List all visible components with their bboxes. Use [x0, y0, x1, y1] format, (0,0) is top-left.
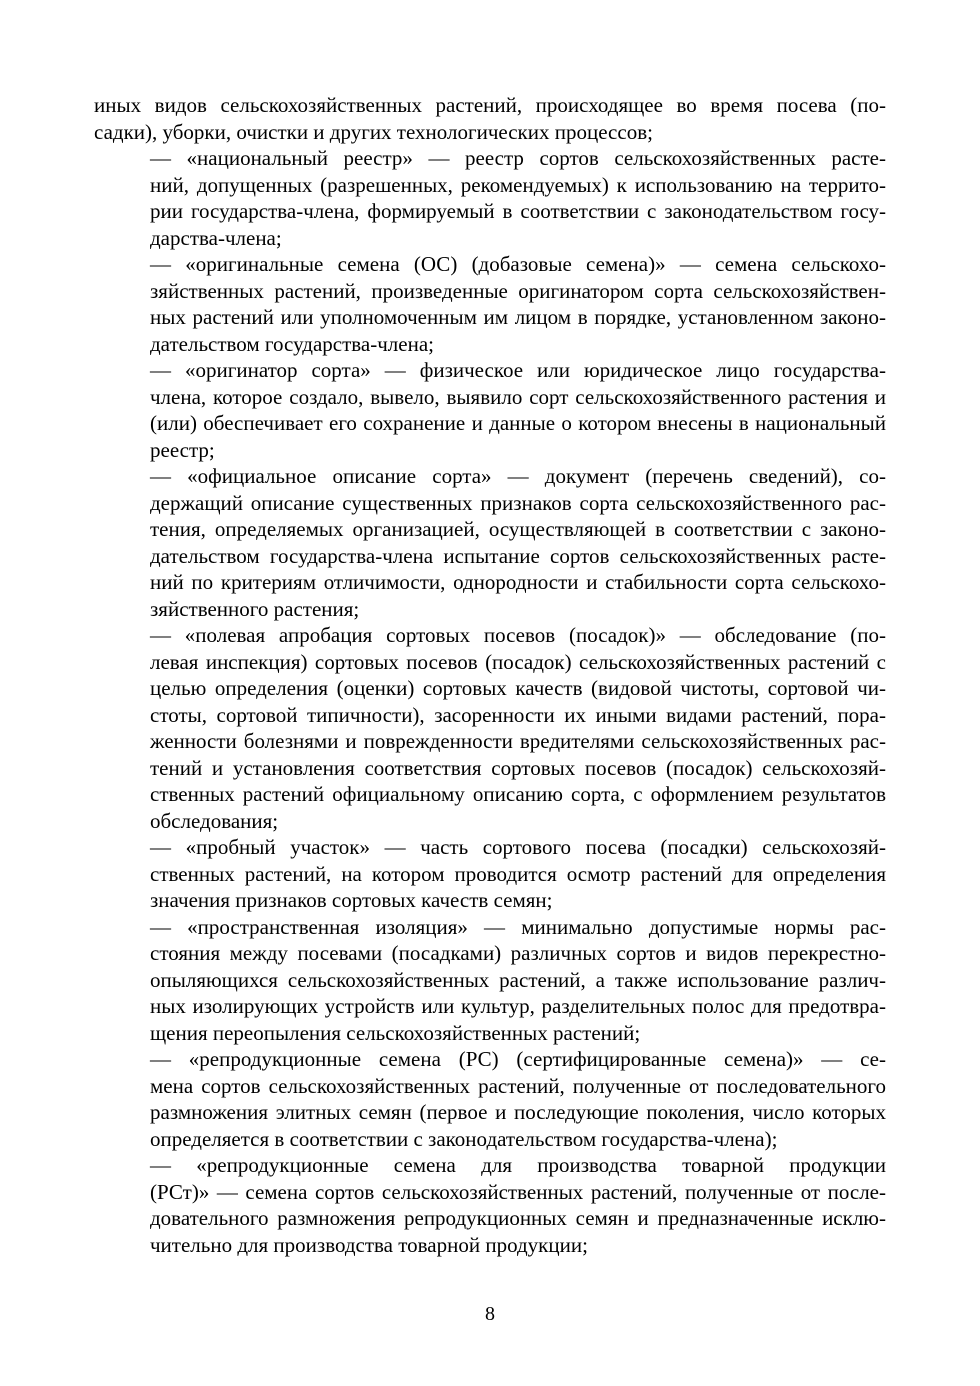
- paragraph-line: — «официальное описание сорта» — документ (перечень сведений), со-: [150, 464, 886, 488]
- paragraph: [94, 834, 886, 914]
- paragraph-line: — «полевая апробация сортовых посевов (посадок)» — обследование (по-: [150, 623, 886, 647]
- paragraph-line: иных видов сельскохозяйственных растений, происходящее во время посева (по-: [94, 93, 886, 117]
- paragraph: [94, 145, 886, 251]
- paragraph-line: (или) обеспечивает его сохранение и данные о котором внесены в национальный: [150, 411, 886, 435]
- paragraph-line: дательством государства-члена;: [150, 331, 434, 356]
- paragraph-line: ных растений или уполномоченным им лицом в порядке, установленном законо-: [150, 305, 886, 329]
- page-number: 8: [485, 1303, 495, 1325]
- paragraph-line: ний по критериям отличимости, однородности и стабильности сорта сельскохо-: [150, 570, 886, 594]
- paragraph-line: ний, допущенных (разрешенных, рекомендуемых) к использованию на террито-: [150, 172, 886, 197]
- paragraph-line: мена сортов сельскохозяйственных растений, полученные от последовательного: [150, 1073, 886, 1098]
- paragraph-line: садки), уборки, очистки и других технологических процессов;: [94, 119, 653, 144]
- paragraph: [94, 622, 886, 834]
- paragraph-line: — «пробный участок» — часть сортового посева (посадки) сельскохозяй-: [150, 835, 886, 859]
- paragraph-line: — «оригинатор сорта» — физическое или юридическое лицо государства-: [150, 358, 886, 382]
- paragraph-line: довательного размножения репродукционных семян и предназначенные исклю-: [150, 1206, 886, 1230]
- paragraph-line: члена, которое создало, вывело, выявило сорт сельскохозяйственного растения и: [150, 384, 886, 409]
- paragraph-line: стоты, сортовой типичности), засоренности их иными видами растений, пора-: [150, 702, 886, 727]
- paragraph-line: — «пространственная изоляция» — минимально допустимые нормы рас-: [150, 914, 886, 939]
- paragraph: [94, 463, 886, 622]
- paragraph-line: опыляющихся сельскохозяйственных растений, а также использование различ-: [150, 967, 886, 992]
- paragraph-line: определяется в соответствии с законодательством государства-члена);: [150, 1126, 778, 1151]
- paragraph-line: — «оригинальные семена (ОС) (добазовые семена)» — семена сельскохо-: [150, 252, 886, 276]
- paragraph-line: держащий описание существенных признаков сорта сельскохозяйственного рас-: [150, 490, 886, 515]
- paragraph-line: стояния между посевами (посадками) различных сортов и видов перекрестно-: [150, 941, 886, 965]
- paragraph-line: целью определения (оценки) сортовых качеств (видовой чистоты, сортовой чи-: [150, 676, 886, 700]
- paragraph-line: дательством государства-члена испытание сортов сельскохозяйственных расте-: [150, 543, 886, 568]
- paragraph: [94, 1046, 886, 1152]
- paragraph-line: зяйственных растений, произведенные оригинатором сорта сельскохозяйствен-: [150, 278, 886, 303]
- paragraph-line: зяйственного растения;: [150, 596, 360, 621]
- paragraph-line: — «национальный реестр» — реестр сортов сельскохозяйственных расте-: [150, 146, 886, 170]
- paragraph: [94, 92, 886, 145]
- paragraph-line: женности болезнями и поврежденности вредителями сельскохозяйственных рас-: [150, 729, 886, 753]
- paragraph-line: реестр;: [150, 437, 215, 462]
- paragraph: [94, 357, 886, 463]
- paragraph-line: ственных растений официальному описанию сорта, с оформлением результатов: [150, 782, 886, 806]
- paragraph-line: ственных растений, на котором проводится осмотр растений для определения: [150, 861, 886, 886]
- paragraph-line: (РСт)» — семена сортов сельскохозяйственных растений, полученные от после-: [150, 1179, 886, 1204]
- paragraph-line: обследования;: [150, 808, 279, 833]
- paragraph-line: тений и установления соответствия сортовых посевов (посадок) сельскохозяй-: [150, 755, 886, 780]
- paragraph-line: левая инспекция) сортовых посевов (посадок) сельскохозяйственных растений с: [150, 649, 886, 674]
- paragraph-line: чительно для производства товарной продукции;: [150, 1232, 588, 1257]
- paragraph-line: размножения элитных семян (первое и последующие поколения, число которых: [150, 1100, 886, 1124]
- paragraph: [94, 251, 886, 357]
- paragraph: [94, 914, 886, 1047]
- paragraph-line: тения, определяемых организацией, осуществляющей в соответствии с законо-: [150, 517, 886, 541]
- paragraph-line: — «репродукционные семена для производства товарной продукции: [150, 1153, 886, 1177]
- document-body: [94, 92, 886, 1258]
- paragraph-line: ных изолирующих устройств или культур, разделительных полос для предотвра-: [150, 994, 886, 1018]
- paragraph-line: рии государства-члена, формируемый в соответствии с законодательством госу-: [150, 199, 886, 223]
- paragraph-line: щения переопыления сельскохозяйственных растений;: [150, 1020, 641, 1045]
- paragraph-line: — «репродукционные семена (РС) (сертифицированные семена)» — се-: [150, 1047, 886, 1071]
- paragraph-line: дарства-члена;: [150, 225, 282, 250]
- paragraph: [94, 1152, 886, 1258]
- paragraph-line: значения признаков сортовых качеств семян;: [150, 888, 553, 912]
